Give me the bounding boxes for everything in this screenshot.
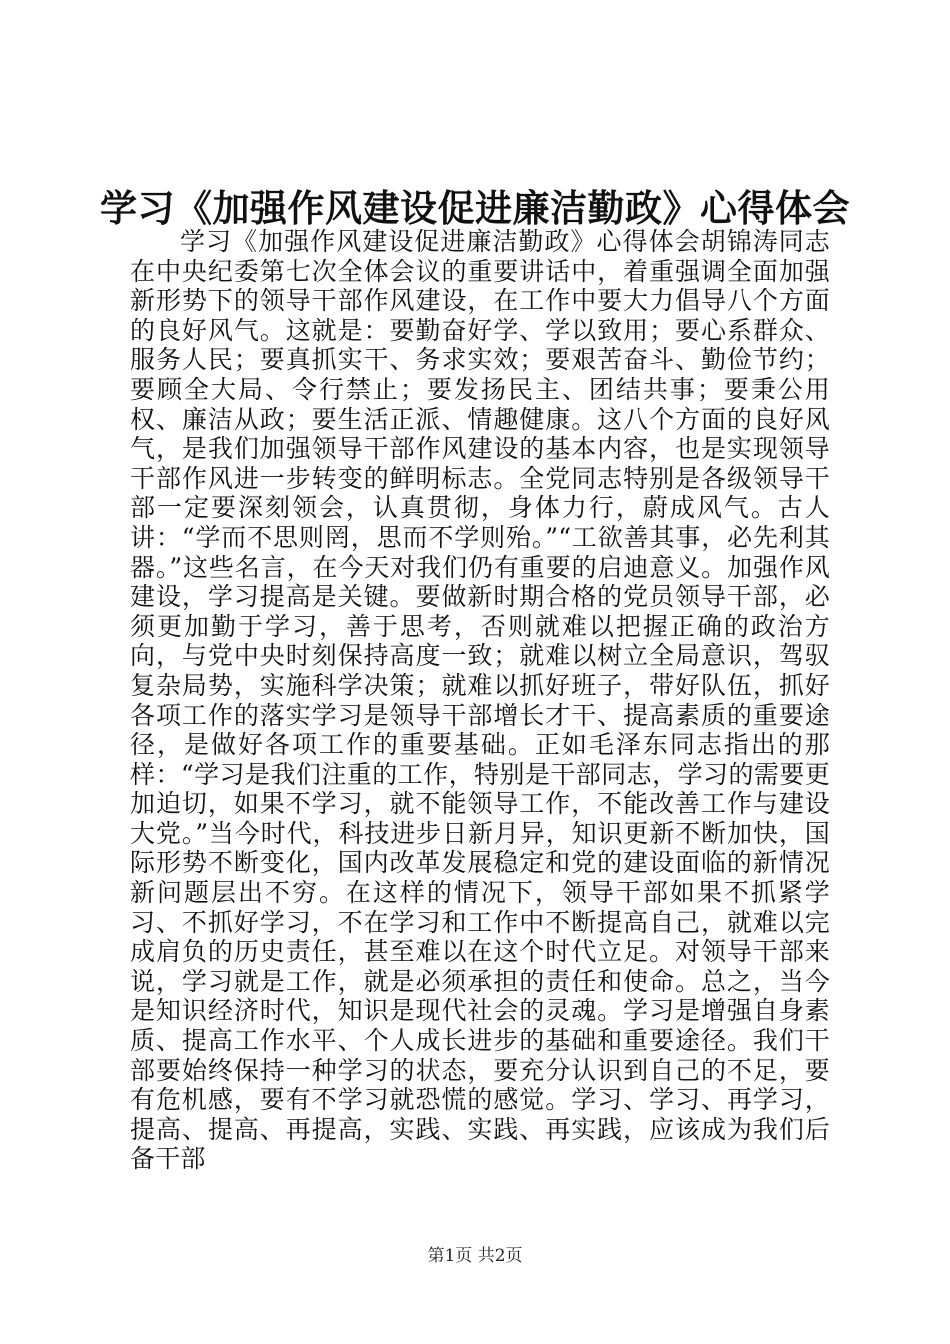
page-indicator: 第1页 共2页 xyxy=(427,1246,523,1266)
document-title: 学习《加强作风建设促进廉洁勤政》心得体会 xyxy=(100,187,850,230)
body-paragraph: 学习《加强作风建设促进廉洁勤政》心得体会胡锦涛同志在中央纪委第七次全体会议的重要讲话中，着重强调全面加强新形势下的领导干部作风建设，在工作中要大力倡导八个方面的良好风气。这就是：要勤奋好学、学以致用；要心系群众、服务人民；要真抓实干、务求实效；要艰苦奋斗、勤俭节约；要顾全大局、令行禁止；要发扬民主、团结共事；要秉公用权、廉洁从政；要生活正派、情趣健康。这八个方面的良好风气，是我们加强领导干部作风建设的基本内容，也是实现领导干部作风进一步转变的鲜明标志。全党同志特别是各级领导干部一定要深刻领会，认真贯彻，身体力行，蔚成风气。古人讲：“学而不思则罔，思而不学则殆。”“工欲善其事，必先利其器。”这些名言，在今天对我们仍有重要的启迪意义。加强作风建设，学习提高是关键。要做新时期合格的党员领导干部，必须更加勤于学习，善于思考，否则就难以把握正确的政治方向，与党中央时刻保持高度一致；就难以树立全局意识，驾驭复杂局势，实施科学决策；就难以抓好班子，带好队伍，抓好各项工作的落实学习是领导干部增长才干、提高素质的重要途径，是做好各项工作的重要基础。正如毛泽东同志指出的那样：“学习是我们注重的工作，特别是干部同志，学习的需要更加迫切，如果不学习，就不能领导工作，不能改善工作与建设大党。”当今时代，科技进步日新月异，知识更新不断加快，国际形势不断变化，国内改革发展稳定和党的建设面临的新情况新问题层出不穷。在这样的情况下，领导干部如果不抓紧学习、不抓好学习，不在学习和工作中不断提高自己，就难以完成肩负的历史责任，甚至难以在这个时代立足。对领导干部来说，学习就是工作，就是必须承担的责任和使命。总之，当今是知识经济时代，知识是现代社会的灵魂。学习是增强自身素质、提高工作水平、个人成长进步的基础和重要途径。我们干部要始终保持一种学习的状态，要充分认识到自己的不足，要有危机感，要有不学习就恐慌的感觉。学习、学习、再学习，提高、提高、再提高，实践、实践、再实践，应该成为我们后备干部 xyxy=(130,227,830,1174)
